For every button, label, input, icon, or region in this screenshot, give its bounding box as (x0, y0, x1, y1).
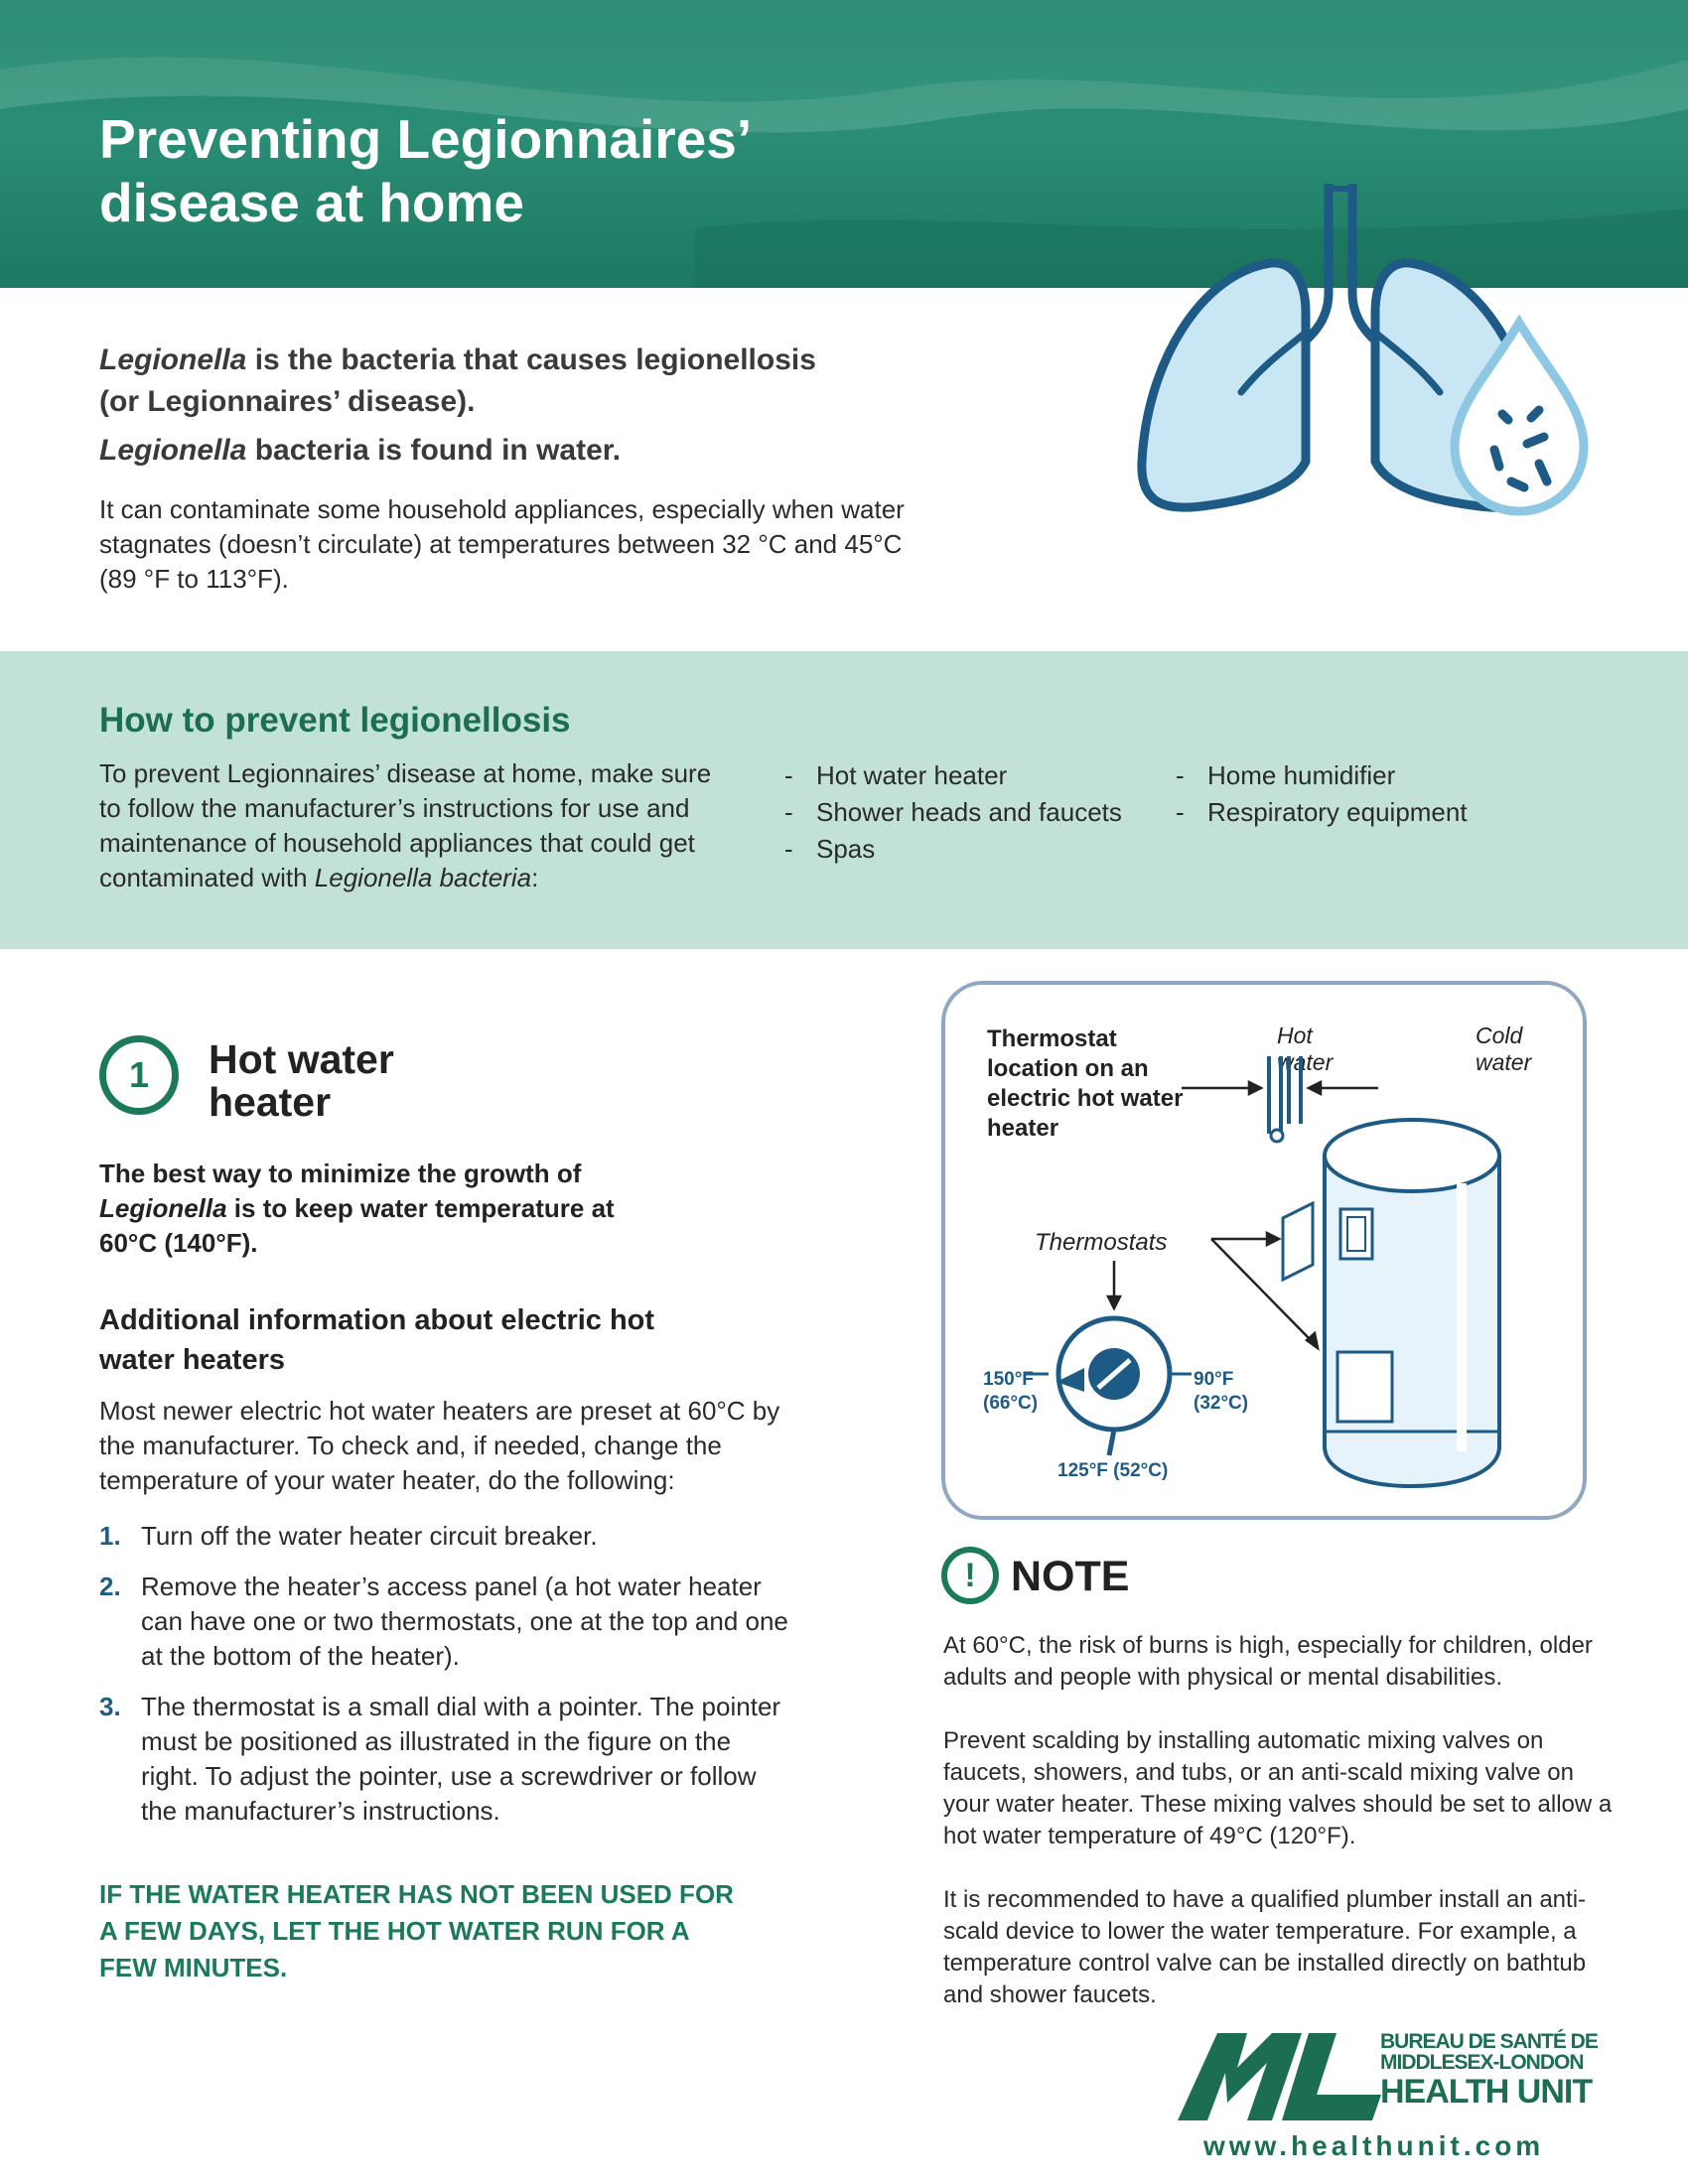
list-item: - Hot water heater (784, 757, 1162, 794)
appliance-list-2 (1176, 757, 1573, 831)
step-text: Turn off the water heater circuit breaker. (141, 1521, 598, 1551)
note-paragraph-3: It is recommended to have a qualified plumber install an anti-scald device to lower the water temperature. For example, a temperature control valve can be installed directly on bathtub and shower faucets. (943, 1886, 1587, 2008)
temp-90-f: 90°F (1194, 1369, 1234, 1390)
note-paragraph-1: At 60°C, the risk of burns is high, especially for children, older adults and people with physical or mental disabilities. (943, 1632, 1593, 1691)
intro-italic-1: Legionella (99, 343, 247, 376)
intro-rest-1: is the bacteria that causes legionellosis (246, 343, 816, 376)
temp-150-c: (66°C) (983, 1393, 1039, 1414)
step-number: 1. (99, 1521, 121, 1551)
temp-125-label: 125°F (52°C) (1057, 1460, 1169, 1481)
list-item: - Respiratory equipment (1176, 794, 1573, 831)
prevention-paragraph (99, 756, 735, 895)
best-text-2: is to keep water temperature at 60°C (140°F). (99, 1193, 615, 1258)
intro-line-2: (or Legionnaires’ disease). (99, 385, 476, 418)
steps-list (99, 1519, 794, 1844)
page-title (99, 107, 993, 234)
prevention-italic: Legionella bacteria (314, 863, 532, 892)
best-way-text (99, 1157, 655, 1261)
logo-line-1: BUREAU DE SANTÉ DE (1380, 2030, 1598, 2053)
additional-info-heading: Additional information about electric hot water heaters (99, 1304, 655, 1376)
thermostats-label: Thermostats (1035, 1229, 1168, 1256)
title-line-2: disease at home (99, 172, 524, 233)
website-link[interactable]: www.healthunit.com (1203, 2130, 1545, 2161)
hot-water-label: Hot water (1277, 1023, 1334, 1075)
figure-caption: Thermostat location on an electric hot water heater (987, 1025, 1184, 1142)
run-water-warning: IF THE WATER HEATER HAS NOT BEEN USED FOR A FEW DAYS, LET THE HOT WATER RUN FOR A FEW MINUTES. (99, 1879, 734, 1982)
appliance-list-1 (784, 757, 1162, 868)
list-item (99, 1690, 794, 1829)
intro-line-1 (99, 340, 914, 381)
best-italic: Legionella (99, 1193, 227, 1223)
logo-line-3: HEALTH UNIT (1380, 2073, 1593, 2111)
lungs-icon (1122, 184, 1599, 581)
step-text: The thermostat is a small dial with a pointer. The pointer must be positioned as illustrated in the figure on the right. To adjust the pointer, use a screwdriver or follow the manufacturer’s instructions. (141, 1692, 781, 1826)
temp-150-f: 150°F (983, 1369, 1034, 1390)
prevention-heading: How to prevent legionellosis (99, 701, 571, 740)
title-line-1: Preventing Legionnaires’ (99, 108, 753, 170)
best-text-1: The best way to minimize the growth of (99, 1159, 582, 1188)
prevention-colon: : (531, 863, 539, 892)
logo-line-2: MIDDLESEX-LONDON (1380, 2051, 1584, 2074)
list-item: - Home humidifier (1176, 757, 1573, 794)
intro-rest-3: bacteria is found in water. (246, 434, 622, 467)
list-item (99, 1519, 794, 1554)
step-number: 2. (99, 1571, 121, 1601)
water-heater-figure (941, 981, 1587, 1520)
exclamation-icon: ! (941, 1547, 999, 1604)
note-paragraph-2: Prevent scalding by installing automatic mixing valves on faucets, showers, and tubs, or an anti-scald mixing valve on your water heater. These mixing valves should be set to allow a hot water temperature of 49°C (120°F). (943, 1727, 1613, 1849)
water-heater-illustration (945, 985, 1583, 1516)
preset-paragraph: Most newer electric hot water heaters are preset at 60°C by the manufacturer. To check and, if needed, change the temperature of your water heater, do the following: (99, 1396, 780, 1495)
intro-italic-3: Legionella (99, 434, 247, 467)
step-text: Remove the heater’s access panel (a hot water heater can have one or two thermostats, one at the top and one at the bottom of the heater). (141, 1571, 788, 1671)
temp-90-c: (32°C) (1194, 1393, 1249, 1414)
thermostat-dial-icon (1025, 1318, 1192, 1455)
step-number: 3. (99, 1692, 121, 1721)
section-title: Hot water heater (209, 1036, 394, 1125)
list-item: - Spas (784, 831, 1162, 868)
list-item: - Shower heads and faucets (784, 794, 1162, 831)
list-item (99, 1570, 794, 1674)
cold-water-label: Cold water (1476, 1023, 1532, 1075)
note-heading: NOTE (1011, 1553, 1130, 1600)
intro-line-3 (99, 430, 914, 472)
intro-paragraph: It can contaminate some household appliances, especially when water stagnates (doesn’t circulate) at temperatures between 32 °C and 45°C (89 °F to 113°F). (99, 494, 905, 594)
section-number-badge: 1 (99, 1035, 179, 1115)
ml-logo-icon (1178, 2033, 1386, 2122)
prevention-text: To prevent Legionnaires’ disease at home, make sure to follow the manufacturer’s instructions for use and maintenance of household appliances that could get contaminated with (99, 758, 712, 892)
